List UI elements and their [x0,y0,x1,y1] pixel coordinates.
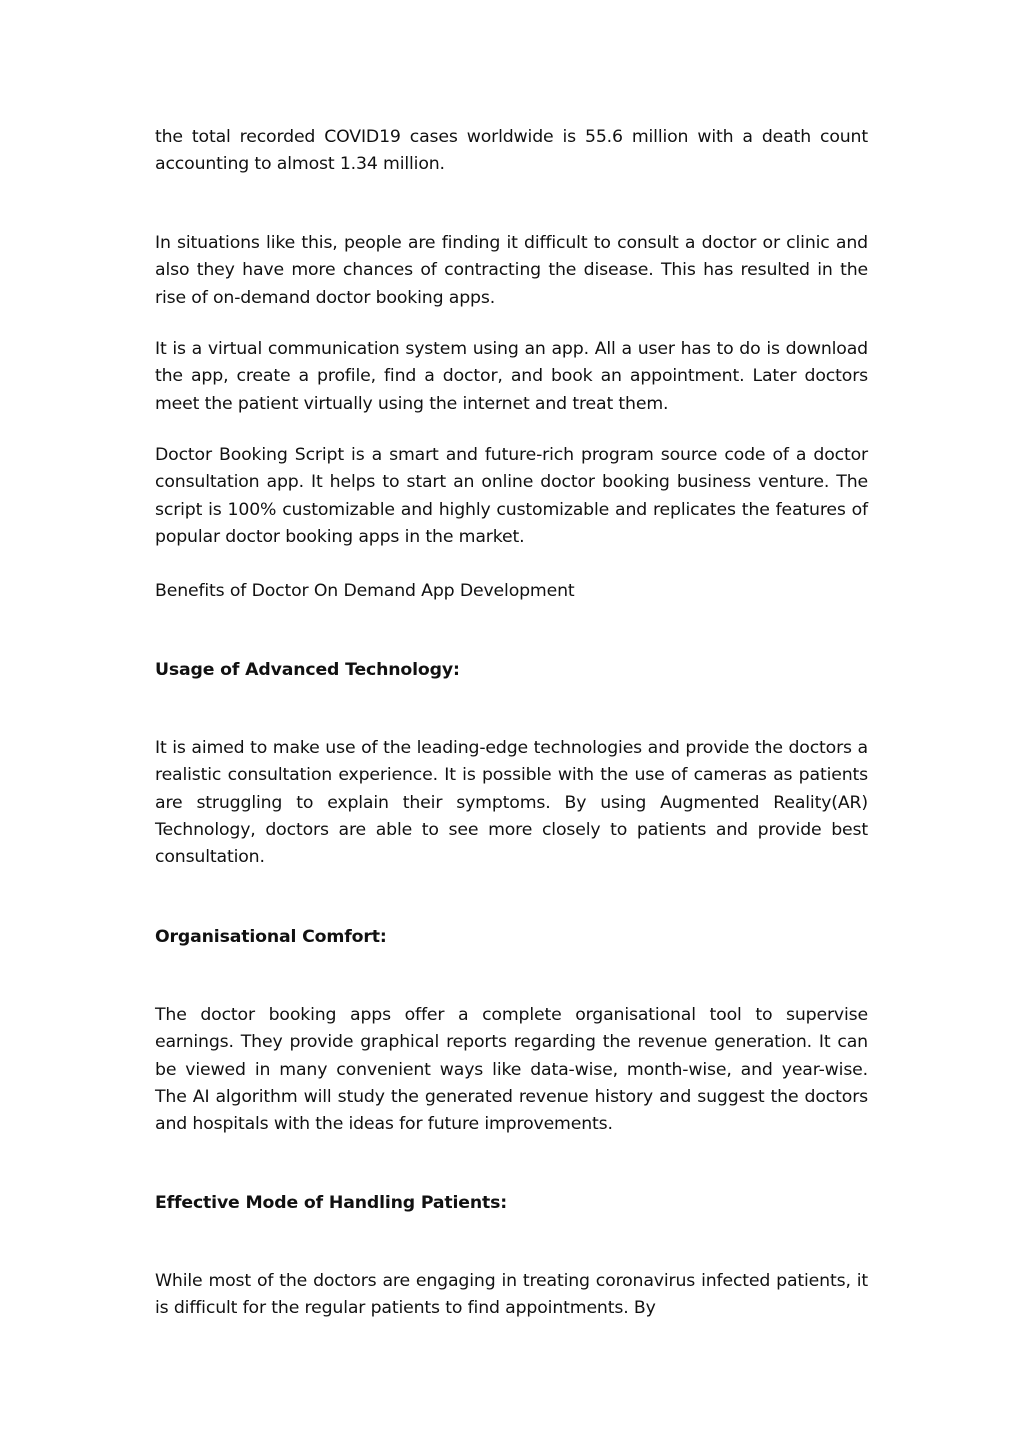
intro-paragraph-situations: In situations like this, people are finding it difficult to consult a doctor or clinic and also they have more chances of contracting the disease. This has resulted in the rise of on-demand doctor booking apps. [155,233,868,308]
section-heading-handling-patients: Effective Mode of Handling Patients: [155,1193,508,1213]
section-body-handling-patients: While most of the doctors are engaging in treating coronavirus infected patients, it is difficult for the regular patients to find appointments. By [155,1271,868,1319]
section-heading-organisational-comfort: Organisational Comfort: [155,927,387,947]
intro-paragraph-covid-stats: the total recorded COVID19 cases worldwide is 55.6 million with a death count accounting to almost 1.34 million. [155,127,868,175]
benefits-title: Benefits of Doctor On Demand App Development [155,581,575,601]
section-body-advanced-technology: It is aimed to make use of the leading-edge technologies and provide the doctors a realistic consultation experience. It is possible with the use of cameras as patients are struggling to explain their symptoms. By using Augmented Reality(AR) Technology, doctors are able to see more closely to patients and provide best consultation. [155,738,868,868]
section-body-organisational-comfort: The doctor booking apps offer a complete organisational tool to supervise earnings. They provide graphical reports regarding the revenue generation. It can be viewed in many convenient ways like data-wise, month-wise, and year-wise. The AI algorithm will study the generated revenue history and suggest the doctors and hospitals with the ideas for future improvements. [155,1005,868,1135]
intro-paragraph-doctor-booking-script: Doctor Booking Script is a smart and future-rich program source code of a doctor consultation app. It helps to start an online doctor booking business venture. The script is 100% customizable and highly customizable and replicates the features of popular doctor booking apps in the market. [155,445,868,547]
section-heading-advanced-technology: Usage of Advanced Technology: [155,660,460,680]
intro-paragraph-virtual-system: It is a virtual communication system using an app. All a user has to do is download the app, create a profile, find a doctor, and book an appointment. Later doctors meet the patient virtually using the internet and treat them. [155,339,868,414]
